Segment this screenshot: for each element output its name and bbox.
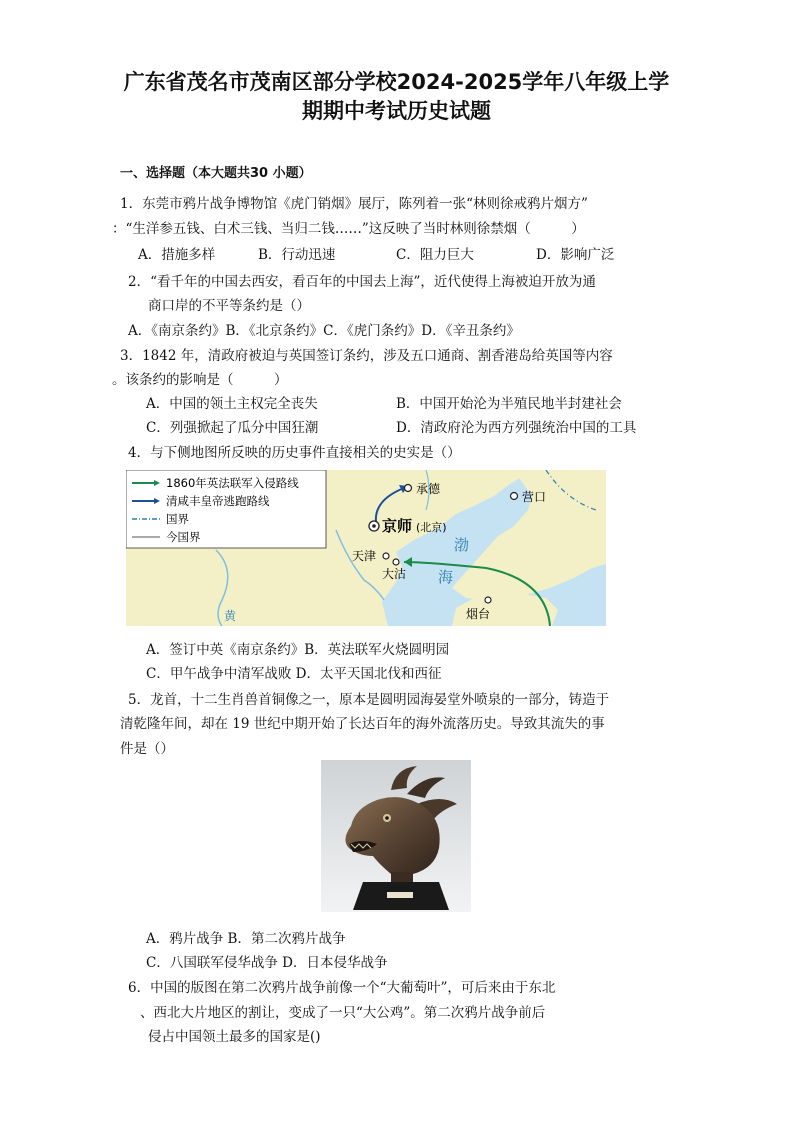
label-beijing: (北京)	[416, 521, 447, 534]
q4-options-line2: C．甲午战争中清军战败 D．太平天国北伐和西征	[146, 666, 442, 682]
q1-option-c: C．阻力巨大	[396, 247, 474, 263]
q2-line1: 2．“看千年的中国去西安，看百年的中国去上海”，近代使得上海被迫开放为通	[128, 274, 596, 290]
q1-line2: ：“生洋参五钱、白术三钱、当归二钱……”这反映了当时林则徐禁烟（ ）	[112, 221, 585, 237]
label-bo: 渤	[454, 536, 470, 554]
q5-options-line2: C．八国联军侵华战争 D．日本侵华战争	[146, 955, 388, 971]
jingshi-marker-dot	[372, 524, 376, 528]
q1-line1: 1．东莞市鸦片战争博物馆《虎门销烟》展厅，陈列着一张“林则徐戒鸦片烟方”	[120, 196, 588, 212]
yantai-marker	[485, 597, 491, 603]
q3-option-b: B．中国开始沦为半殖民地半封建社会	[396, 396, 622, 412]
page-title-line1: 广东省茂名市茂南区部分学校2024-2025学年八年级上学	[123, 70, 670, 94]
label-huang: 黄	[224, 609, 237, 623]
q3-option-d: D．清政府沦为西方列强统治中国的工具	[396, 420, 637, 436]
q1-option-a: A．措施多样	[138, 247, 216, 263]
section-heading: 一、选择题（本大题共30 小题）	[120, 166, 312, 181]
q3-line1: 3．1842 年，清政府被迫与英国签订条约，涉及五口通商、割香港岛给英国等内容	[120, 348, 613, 364]
label-jingshi: 京师	[382, 517, 413, 535]
dagu-marker	[393, 559, 399, 565]
history-map	[126, 470, 606, 626]
q6-line3: 侵占中国领土最多的国家是()	[148, 1029, 321, 1045]
q5-line2: 清乾隆年间，却在 19 世纪中期开始了长达百年的海外流落历史。导致其流失的事	[120, 716, 605, 732]
q4-options-line1: A．签订中英《南京条约》B．英法联军火烧圆明园	[146, 642, 450, 658]
q4-line1: 4．与下侧地图所反映的历史事件直接相关的史实是（）	[128, 445, 461, 461]
q3-option-c: C．列强掀起了瓜分中国狂潮	[146, 420, 319, 436]
display-plaque	[387, 892, 413, 898]
q2-options: A．《南京条约》B．《北京条约》C．《虎门条约》D．《辛丑条约》	[128, 323, 520, 339]
q6-line2: 、西北大片地区的割让，变成了一只“大公鸡”。第二次鸦片战争前后	[140, 1005, 546, 1021]
label-yantai: 烟台	[466, 607, 491, 621]
q5-line3: 件是（）	[120, 741, 174, 757]
q5-options-line1: A．鸦片战争 B．第二次鸦片战争	[146, 931, 346, 947]
label-dagu: 大沽	[382, 567, 407, 581]
legend-modern-label: 今国界	[166, 530, 201, 544]
q3-line2: 。该条约的影响是（ ）	[112, 372, 288, 388]
label-hai: 海	[438, 568, 454, 586]
q1-option-b: B．行动迅速	[258, 247, 336, 263]
legend-escape-label: 清咸丰皇帝逃跑路线	[166, 494, 270, 508]
q1-option-d: D．影响广泛	[536, 247, 615, 263]
q2-line2: 商口岸的不平等条约是（）	[148, 298, 310, 314]
yingkou-marker	[511, 493, 518, 500]
dragon-head-svg	[321, 760, 471, 912]
q5-line1: 5．龙首，十二生肖兽首铜像之一，原本是圆明园海晏堂外喷泉的一部分，铸造于	[128, 692, 610, 708]
tianjin-marker	[383, 553, 389, 559]
history-map-svg	[126, 470, 606, 626]
label-tianjin: 天津	[352, 549, 377, 563]
chengde-marker	[405, 485, 412, 492]
legend-border-label: 国界	[166, 512, 189, 526]
dragon-pupil	[385, 816, 389, 820]
label-chengde: 承德	[416, 482, 441, 496]
legend-invasion-label: 1860年英法联军入侵路线	[166, 476, 299, 490]
label-yingkou: 营口	[522, 490, 547, 504]
page-title-line2: 期期中考试历史试题	[302, 99, 491, 123]
dragon-head-photo	[321, 760, 471, 912]
q3-option-a: A．中国的领土主权完全丧失	[146, 396, 318, 412]
q6-line1: 6．中国的版图在第二次鸦片战争前像一个“大葡萄叶”，可后来由于东北	[128, 980, 556, 996]
